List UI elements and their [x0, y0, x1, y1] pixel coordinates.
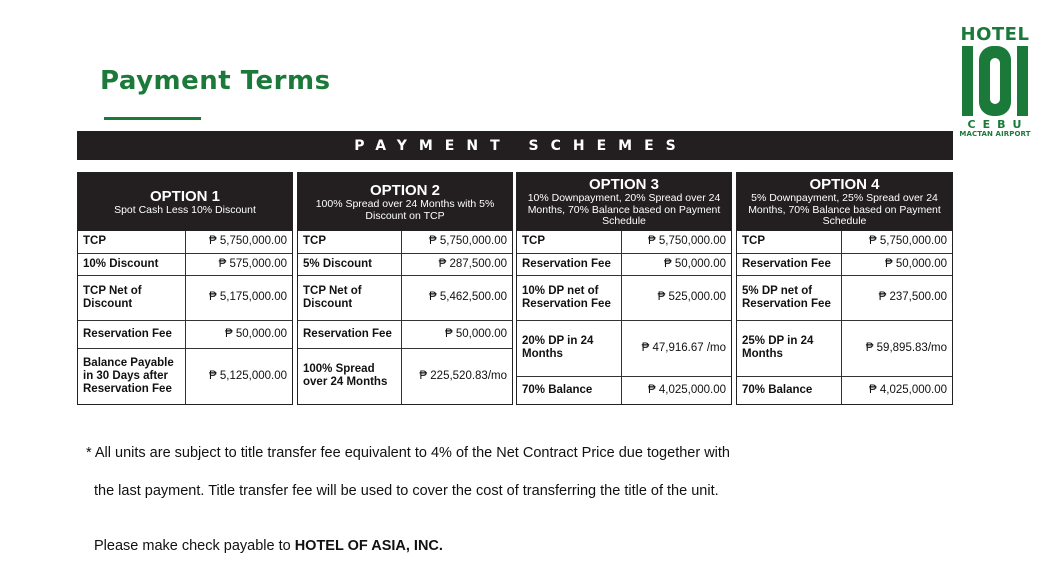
table-row [737, 231, 952, 253]
payment-schemes-banner: PAYMENT SCHEMES [77, 131, 953, 160]
option-rows [298, 231, 512, 404]
table-row [298, 253, 512, 275]
option-rows [78, 231, 292, 404]
option-header [737, 173, 952, 231]
table-row [737, 320, 952, 376]
title-transfer-note-continued: the last payment. Title transfer fee will be used to cover the cost of transferring the title of the unit. [94, 483, 719, 499]
logo-101-mark [959, 44, 1031, 118]
row-label: TCP [298, 231, 401, 253]
option-subtitle: 5% Downpayment, 25% Spread over 24 Months, 70% Balance based on Payment Schedule [748, 192, 941, 228]
option-subtitle: 100% Spread over 24 Months with 5% Discount on TCP [315, 198, 495, 222]
row-label: Reservation Fee [737, 253, 841, 275]
row-value: ₱ 5,750,000.00 [841, 231, 952, 253]
table-row [737, 253, 952, 275]
page-title: Payment Terms [100, 66, 331, 96]
row-value: ₱ 59,895.83/mo [841, 320, 952, 376]
table-row [517, 320, 731, 376]
table-row [737, 376, 952, 404]
row-value: ₱ 287,500.00 [401, 253, 512, 275]
option-2-table [297, 172, 513, 405]
row-value: ₱ 47,916.67 /mo [621, 320, 731, 376]
row-label: 70% Balance [737, 376, 841, 404]
row-value: ₱ 5,462,500.00 [401, 275, 512, 320]
row-label: TCP Net of Discount [78, 275, 185, 320]
row-value: ₱ 4,025,000.00 [841, 376, 952, 404]
row-label: TCP [737, 231, 841, 253]
option-title: OPTION 3 [588, 176, 659, 194]
row-value: ₱ 525,000.00 [621, 275, 731, 320]
row-label: 100% Spread over 24 Months [298, 348, 401, 404]
row-label: 70% Balance [517, 376, 621, 404]
row-label: 10% DP net of Reservation Fee [517, 275, 621, 320]
logo-airport-text: MACTAN AIRPORT [959, 130, 1031, 138]
row-value: ₱ 5,750,000.00 [401, 231, 512, 253]
row-label: TCP Net of Discount [298, 275, 401, 320]
option-header [78, 173, 292, 231]
option-3-table [516, 172, 732, 405]
option-subtitle: Spot Cash Less 10% Discount [114, 203, 256, 216]
option-header [517, 173, 731, 231]
row-value: ₱ 50,000.00 [621, 253, 731, 275]
row-label: Reservation Fee [78, 320, 185, 348]
option-rows [737, 231, 952, 404]
option-rows [517, 231, 731, 404]
table-row [517, 376, 731, 404]
row-value: ₱ 50,000.00 [185, 320, 292, 348]
row-label: 5% DP net of Reservation Fee [737, 275, 841, 320]
row-label: 25% DP in 24 Months [737, 320, 841, 376]
row-value: ₱ 575,000.00 [185, 253, 292, 275]
row-label: TCP [78, 231, 185, 253]
table-row [517, 275, 731, 320]
row-label: Reservation Fee [298, 320, 401, 348]
option-subtitle: 10% Downpayment, 20% Spread over 24 Months, 70% Balance based on Payment Schedule [527, 192, 721, 228]
row-value: ₱ 225,520.83/mo [401, 348, 512, 404]
table-row [517, 231, 731, 253]
row-label: 5% Discount [298, 253, 401, 275]
row-label: TCP [517, 231, 621, 253]
title-transfer-note: * All units are subject to title transfer fee equivalent to 4% of the Net Contract Price due together with [86, 445, 730, 461]
row-value: ₱ 5,750,000.00 [621, 231, 731, 253]
table-row [737, 275, 952, 320]
row-label: Balance Payable in 30 Days after Reservation Fee [78, 348, 185, 404]
row-value: ₱ 5,125,000.00 [185, 348, 292, 404]
option-title: OPTION 4 [809, 176, 880, 194]
row-label: 10% Discount [78, 253, 185, 275]
table-row [298, 320, 512, 348]
table-row [517, 253, 731, 275]
table-row [78, 320, 292, 348]
row-value: ₱ 50,000.00 [841, 253, 952, 275]
table-row [298, 348, 512, 404]
row-label: 20% DP in 24 Months [517, 320, 621, 376]
option-title: OPTION 1 [149, 187, 220, 205]
option-4-table [736, 172, 953, 405]
logo-city-text: CEBU [967, 118, 1029, 131]
check-payable-note [94, 538, 443, 554]
check-payee: HOTEL OF ASIA, INC. [294, 538, 443, 554]
table-row [298, 275, 512, 320]
check-prefix: Please make check payable to [94, 538, 295, 554]
title-underline [104, 117, 201, 120]
logo-hotel-text: HOTEL [960, 24, 1030, 45]
option-title: OPTION 2 [369, 182, 440, 199]
option-header [298, 173, 512, 231]
table-row [298, 231, 512, 253]
row-value: ₱ 5,750,000.00 [185, 231, 292, 253]
table-row [78, 348, 292, 404]
option-1-table [77, 172, 293, 405]
row-value: ₱ 4,025,000.00 [621, 376, 731, 404]
row-label: Reservation Fee [517, 253, 621, 275]
row-value: ₱ 50,000.00 [401, 320, 512, 348]
row-value: ₱ 237,500.00 [841, 275, 952, 320]
table-row [78, 231, 292, 253]
table-row [78, 253, 292, 275]
row-value: ₱ 5,175,000.00 [185, 275, 292, 320]
table-row [78, 275, 292, 320]
hotel-logo [959, 24, 1033, 140]
